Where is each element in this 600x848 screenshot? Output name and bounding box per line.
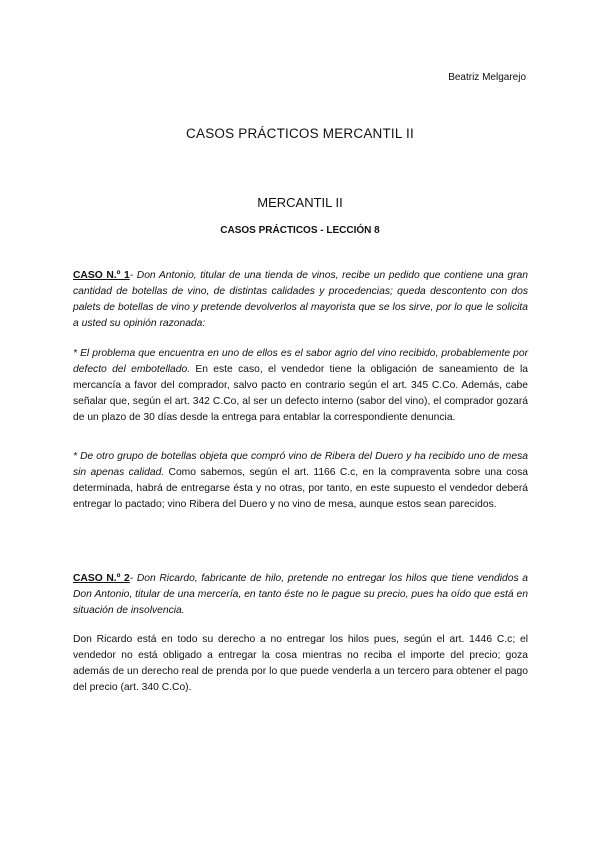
case-2-statement-text: - Don Ricardo, fabricante de hilo, pretende no entregar los hilos que tiene vendidos a Don Antonio, titular de una mercería, en tanto éste no le pague su precio, pues ha oído que está en situación de insolvencia. [73,573,528,616]
case-2-label: CASO N.º 2 [73,573,130,584]
case-1-statement-text: - Don Antonio, titular de una tienda de vinos, recibe un pedido que contiene una gran cantidad de botellas de vino, de distintas calidades y procedencias; queda descontento con dos palets de botellas de vino y pretende devolverlos al mayorista que se los sirve, por lo que le solicita a usted su opinión razonada: [73,270,528,329]
subject-title: MERCANTIL II [257,195,343,210]
case-1-q2-text: * De otro grupo de botellas objeta que compró vino de Ribera del Duero y ha recibido uno de mesa sin apenas calidad. [73,451,528,478]
author-name: Beatriz Melgarejo [448,72,526,83]
case-2-statement [73,571,528,619]
case-1-question-1 [73,346,528,426]
case-1-question-2 [73,449,528,513]
document-title: CASOS PRÁCTICOS MERCANTIL II [186,126,414,141]
lesson-title: CASOS PRÁCTICOS - LECCIÓN 8 [220,225,380,236]
case-1-statement [73,268,528,332]
case-1-q1-answer: En este caso, el vendedor tiene la obligación de saneamiento de la mercancía a favor del comprador, salvo pacto en contrario según el art. 345 C.Co. Además, cabe señalar que, según el art. 342 C.Co, al ser un defecto interno (sabor del vino), el comprador gozará de un plazo de 30 días desde la entrega para entablar la correspondiente denuncia. [73,364,528,423]
case-2-answer: Don Ricardo está en todo su derecho a no entregar los hilos pues, según el art. 1446 C.c; el vendedor no está obligado a entregar la cosa mientras no reciba el importe del precio; goza además de un derecho real de prenda por lo que puede venderla a un tercero para obtener el pago del precio (art. 340 C.Co). [73,634,528,693]
case-1-q1-text: * El problema que encuentra en uno de ellos es el sabor agrio del vino recibido, probablemente por defecto del embotellado. [73,348,528,375]
case-1-q2-answer: Como sabemos, según el art. 1166 C.c, en la compraventa sobre una cosa determinada, habrá de entregarse ésta y no otras, por tanto, en este supuesto el vendedor deberá entregar lo pactado; vino Ribera del Duero y no vino de mesa, aunque estos sean parecidos. [73,467,528,510]
case-1-label: CASO N.º 1 [73,270,130,281]
